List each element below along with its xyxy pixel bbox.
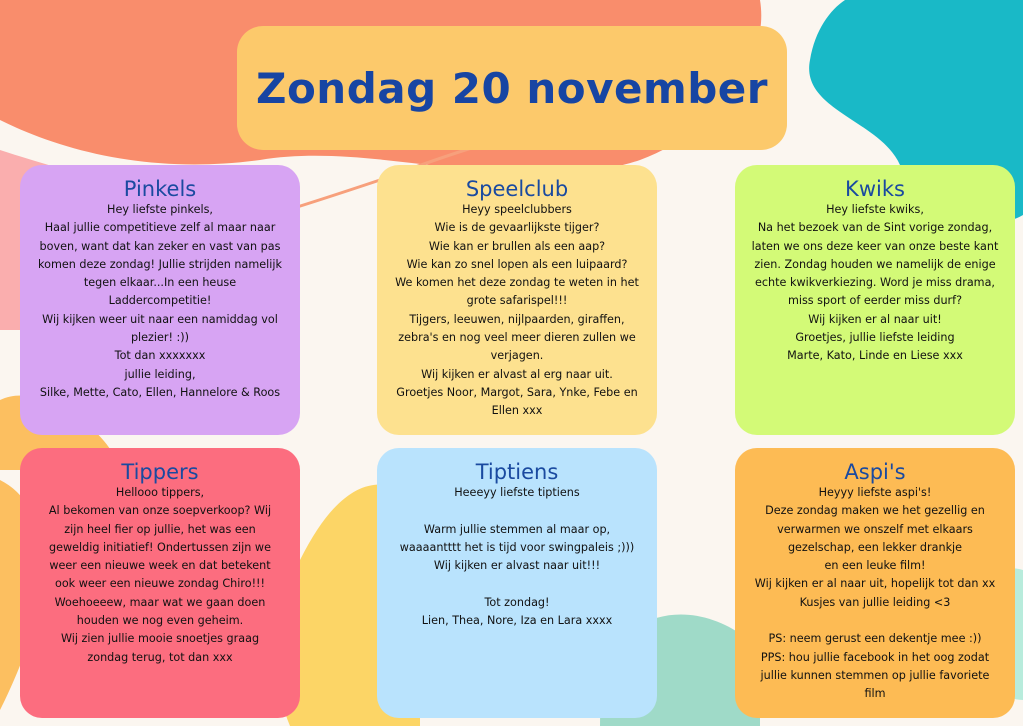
group-card-aspis (735, 448, 1015, 718)
message-line: weer een nieuwe week en dat betekent (49, 559, 271, 573)
group-message (743, 484, 1007, 704)
message-line: miss sport of eerder miss durf? (787, 294, 963, 308)
message-line: Groetjes, jullie liefste leiding (795, 331, 955, 345)
message-line: Lien, Thea, Nore, Iza en Lara xxxx (421, 614, 613, 628)
message-line: komen deze zondag! Jullie strijden namelijk (38, 257, 282, 271)
group-title: Pinkels (123, 177, 197, 201)
message-line: zondag terug, tot dan xxx (87, 650, 233, 664)
message-line: Deze zondag maken we het gezellig en (765, 504, 985, 518)
message-line: plezier! :)) (130, 331, 190, 345)
message-line: verwarmen we onszelf met elkaars (777, 522, 973, 536)
message-line: Wie kan zo snel lopen als een luipaard? (406, 257, 628, 271)
message-line: tegen elkaar...In een heuse (83, 276, 237, 290)
group-message (385, 201, 649, 421)
message-line: PPS: hou jullie facebook in het oog zodat (760, 650, 990, 664)
message-line: Wie kan er brullen als een aap? (428, 239, 606, 253)
message-line: laten we ons deze keer van onze beste kant (751, 239, 999, 253)
group-title: Tiptiens (475, 460, 559, 484)
message-line: zijn heel fier op jullie, het was een (64, 522, 256, 536)
group-message (385, 484, 649, 630)
group-message (28, 201, 292, 402)
group-message (28, 484, 292, 667)
message-line: Tot dan xxxxxxx (114, 349, 206, 363)
message-line: gezelschap, een lekker drankje (787, 540, 963, 554)
message-line: Silke, Mette, Cato, Ellen, Hannelore & Roos (39, 385, 281, 399)
message-line: Wij kijken weer uit naar een namiddag vol (42, 312, 278, 326)
message-line: Wij kijken er alvast naar uit!!! (433, 559, 601, 573)
message-line: Tijgers, leeuwen, nijlpaarden, giraffen, (409, 312, 625, 326)
page-title: Zondag 20 november (255, 63, 768, 113)
message-line: ook weer een nieuwe zondag Chiro!!! (54, 577, 266, 591)
group-card-tippers (20, 448, 300, 718)
group-card-speelclub (377, 165, 657, 435)
group-card-pinkels (20, 165, 300, 435)
message-line: Groetjes Noor, Margot, Sara, Ynke, Febe en (396, 385, 638, 399)
message-line: Ellen xxx (491, 404, 543, 418)
message-line: Haal jullie competitieve zelf al maar naar (44, 221, 276, 235)
message-line: Hellooo tippers, (115, 486, 205, 499)
message-line: Wij kijken er al naar uit, hopelijk tot dan xx (754, 577, 996, 591)
message-line: Wij kijken er al naar uit! (808, 312, 942, 326)
message-line: Hey liefste kwiks, (826, 203, 924, 216)
message-line: jullie kunnen stemmen op jullie favoriete (760, 668, 990, 682)
message-line: Wij kijken er alvast al erg naar uit. (421, 367, 613, 381)
message-line: zebra's en nog veel meer dieren zullen we (398, 331, 636, 345)
message-line: Tot zondag! (484, 595, 550, 609)
message-line: houden we nog even geheim. (76, 614, 244, 628)
message-line: Heeeyy liefste tiptiens (454, 486, 580, 499)
group-title: Aspi's (844, 460, 906, 484)
message-line: Kusjes van jullie leiding <3 (799, 595, 951, 609)
message-line: Heyyy liefste aspi's! (818, 486, 932, 499)
message-line: jullie leiding, (124, 367, 196, 381)
message-line: geweldig initiatief! Ondertussen zijn we (49, 540, 271, 554)
group-card-kwiks (735, 165, 1015, 435)
message-line (743, 612, 1007, 630)
group-card-tiptiens (377, 448, 657, 718)
message-line: Woehoeeew, maar wat we gaan doen (54, 595, 266, 609)
group-message (743, 201, 1007, 366)
group-title: Kwiks (845, 177, 905, 201)
message-line: Na het bezoek van de Sint vorige zondag, (757, 221, 993, 235)
message-line: zien. Zondag houden we namelijk de enige (754, 257, 996, 271)
message-line: film (864, 687, 886, 701)
message-line (385, 575, 649, 593)
message-line: Heyy speelclubbers (462, 203, 572, 216)
message-line: Marte, Kato, Linde en Liese xxx (787, 349, 963, 363)
group-title: Tippers (121, 460, 199, 484)
message-line: grote safarispel!!! (466, 294, 568, 308)
group-title: Speelclub (465, 177, 569, 201)
message-line: PS: neem gerust een dekentje mee :)) (768, 632, 982, 646)
message-line: We komen het deze zondag te weten in het (395, 276, 639, 290)
message-line: Hey liefste pinkels, (107, 203, 213, 216)
message-line: Warm jullie stemmen al maar op, (423, 522, 611, 536)
message-line: waaaantttt het is tijd voor swingpaleis ;))) (399, 540, 635, 554)
message-line (385, 502, 649, 520)
message-line: en een leuke film! (824, 559, 926, 573)
message-line: echte kwikverkiezing. Word je miss drama, (755, 276, 995, 290)
message-line: Al bekomen van onze soepverkoop? Wij (48, 504, 272, 518)
message-line: Wij zien jullie mooie snoetjes graag (60, 632, 260, 646)
message-line: Laddercompetitie! (108, 294, 212, 308)
message-line: boven, want dat kan zeker en vast van pas (39, 239, 281, 253)
message-line: Wie is de gevaarlijkste tijger? (434, 221, 600, 235)
message-line: verjagen. (490, 349, 544, 363)
title-banner (237, 26, 787, 150)
